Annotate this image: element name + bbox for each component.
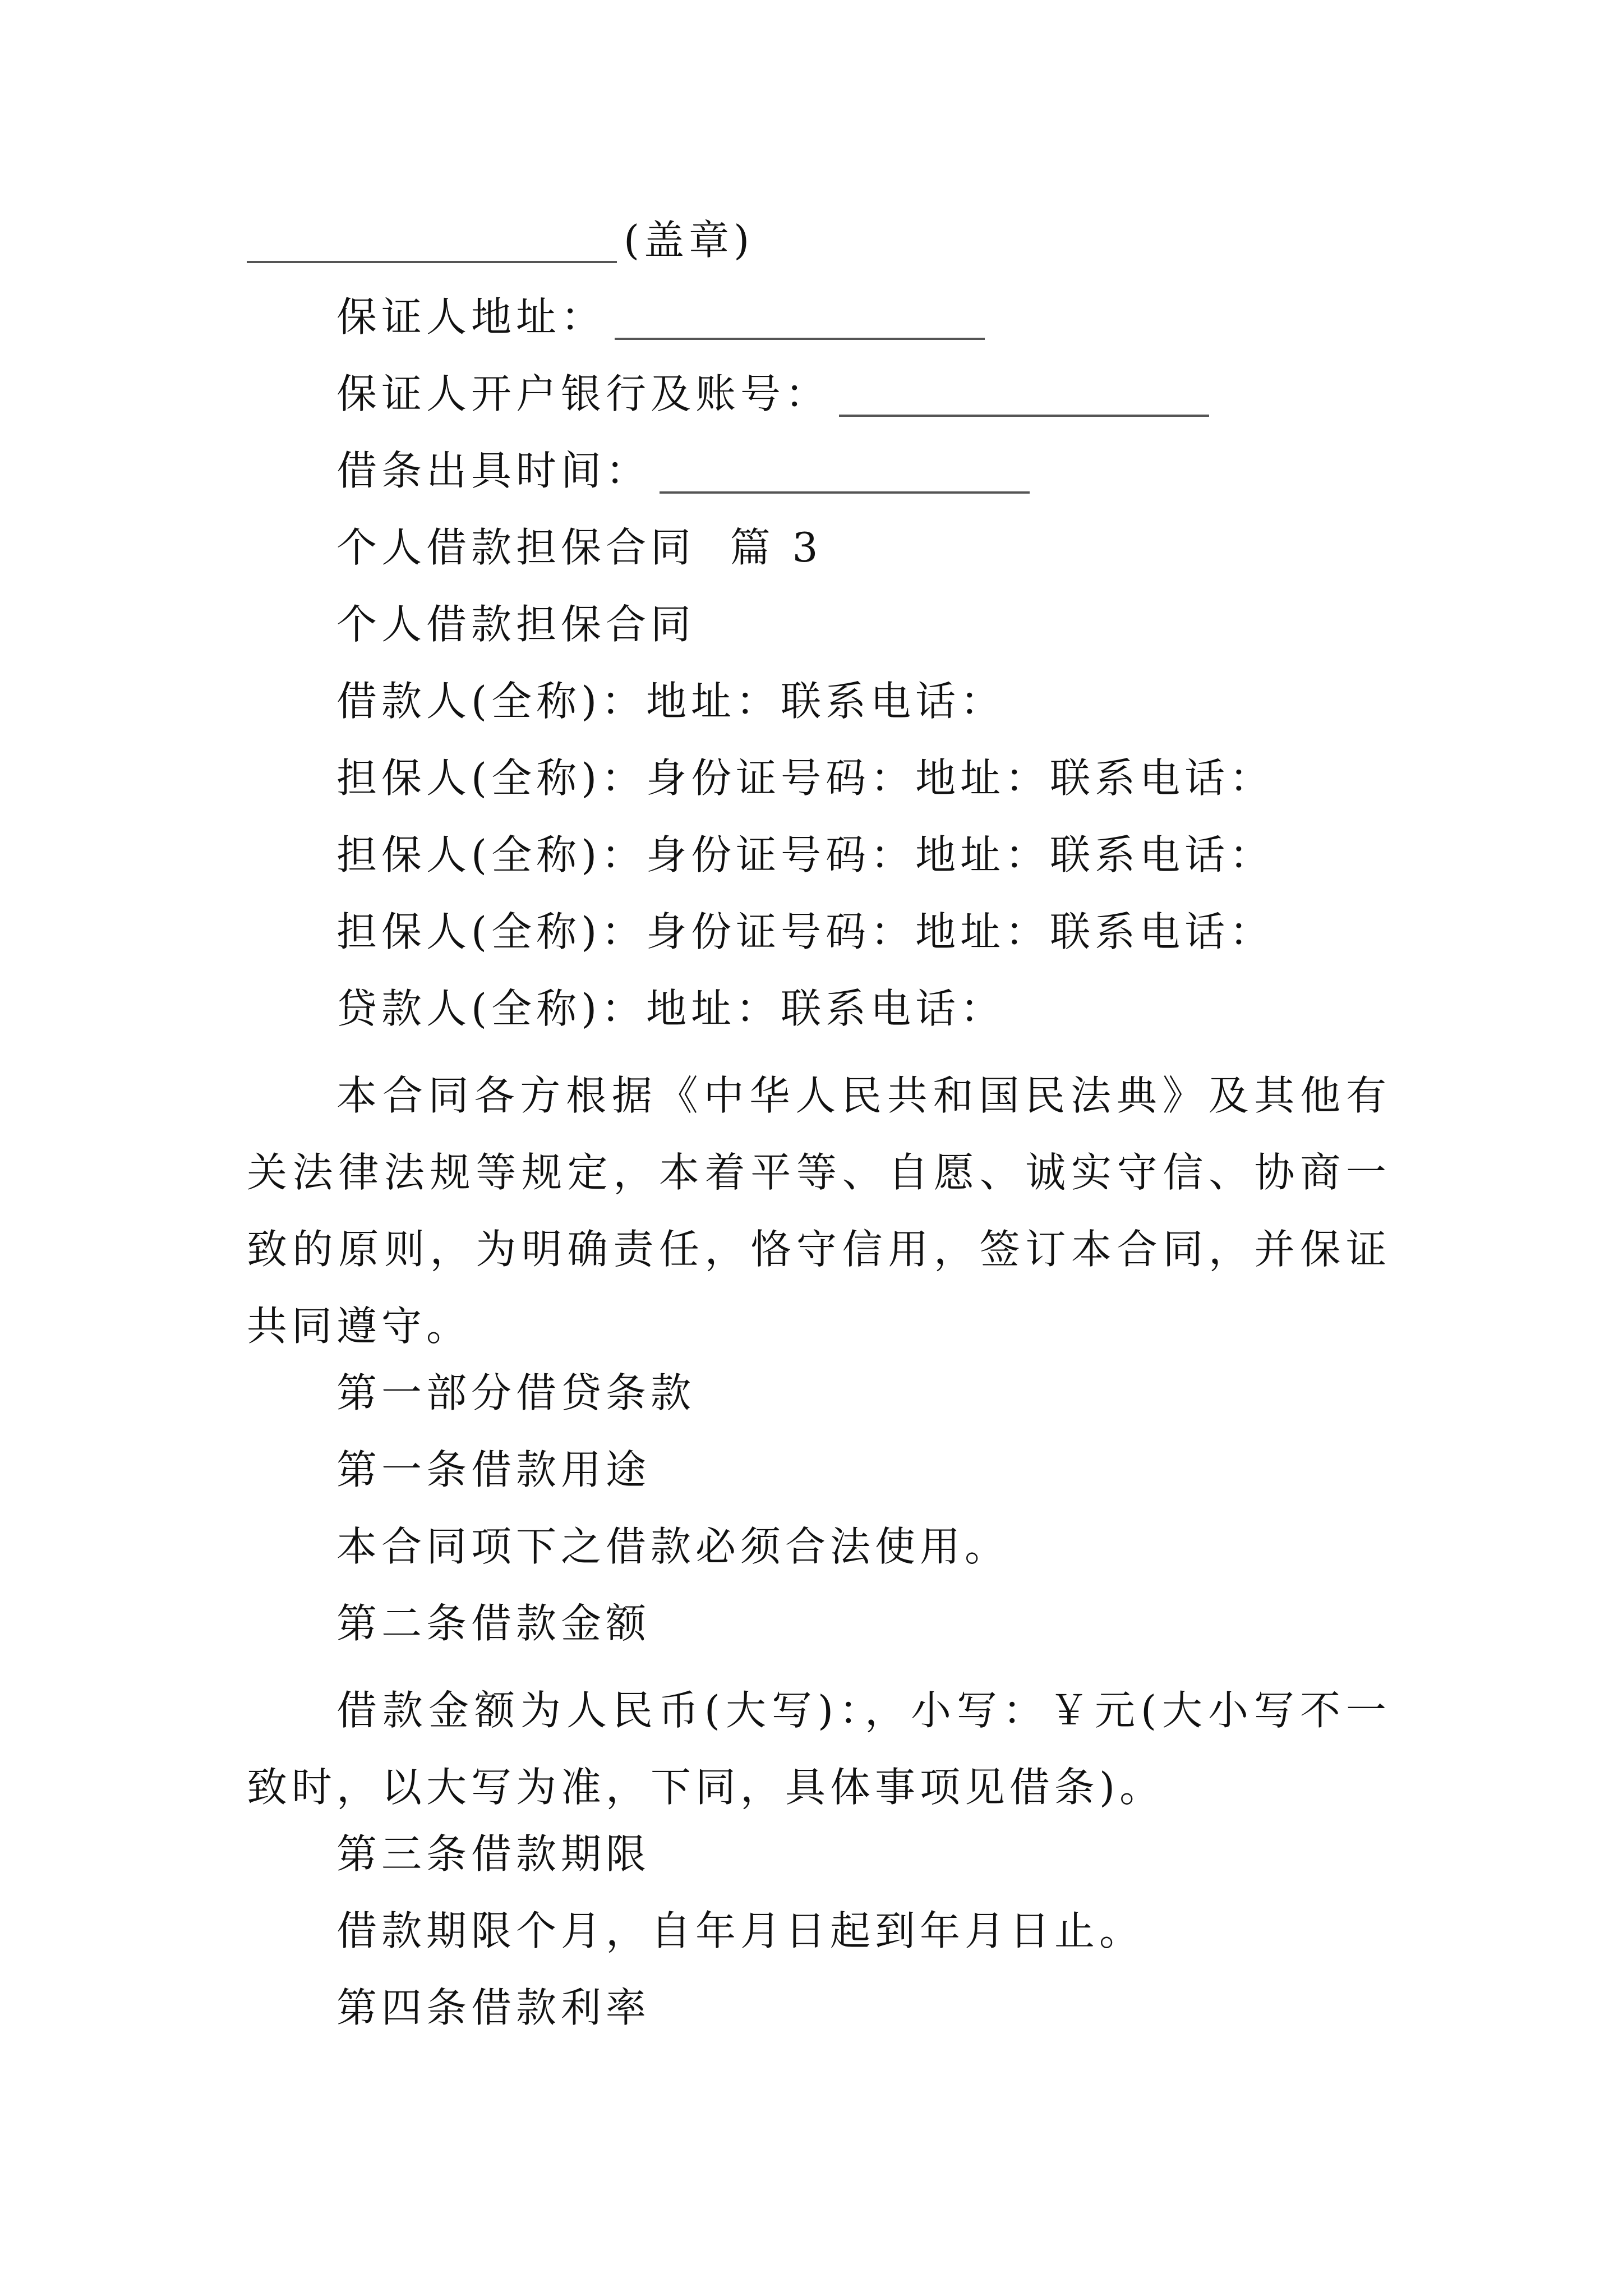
seal-blank [247, 261, 617, 263]
article2-body: 借款金额为人民币(大写)：，小写：￥元(大小写不一致时，以大写为准，下同，具体事项见借条)。 [247, 1687, 1391, 1811]
guarantor-bank-blank [839, 415, 1209, 417]
article3-title: 第三条借款期限 [336, 1830, 651, 1878]
part1-title: 第一部分借贷条款 [336, 1369, 696, 1416]
contract-title: 个人借款担保合同 [336, 601, 696, 648]
article2-title: 第二条借款金额 [336, 1600, 651, 1647]
preamble-paragraph: 本合同各方根据《中华人民共和国民法典》及其他有关法律法规等规定，本着平等、自愿、诚实守信、协商一致的原则，为明确责任，恪守信用，签订本合同，并保证共同遵守。 [247, 1072, 1391, 1350]
article1-body: 本合同项下之借款必须合法使用。 [336, 1523, 1010, 1570]
section-heading: 个人借款担保合同 篇 3 [336, 524, 823, 571]
guarantor-bank-line [336, 366, 1209, 422]
guarantor-address-line [336, 289, 985, 345]
guarantor-address-label: 保证人地址： [336, 293, 606, 341]
guarantor-bank-label: 保证人开户银行及账号： [336, 370, 831, 417]
party-guarantor-1: 担保人(全称)：身份证号码：地址：联系电话： [336, 754, 1275, 802]
article1-title: 第一条借款用途 [336, 1446, 651, 1493]
seal-line [247, 212, 754, 268]
seal-label: (盖章) [624, 217, 754, 264]
party-lender: 贷款人(全称)：地址：联系电话： [336, 985, 1006, 1032]
party-guarantor-3: 担保人(全称)：身份证号码：地址：联系电话： [336, 908, 1275, 955]
issue-time-label: 借条出具时间： [336, 447, 651, 494]
party-guarantor-2: 担保人(全称)：身份证号码：地址：联系电话： [336, 831, 1275, 878]
article3-body: 借款期限个月，自年月日起到年月日止。 [336, 1907, 1145, 1954]
party-borrower: 借款人(全称)：地址：联系电话： [336, 678, 1006, 725]
article4-title: 第四条借款利率 [336, 1984, 651, 2031]
issue-time-blank [660, 491, 1030, 494]
guarantor-address-blank [615, 338, 985, 340]
issue-time-line [336, 443, 1030, 499]
